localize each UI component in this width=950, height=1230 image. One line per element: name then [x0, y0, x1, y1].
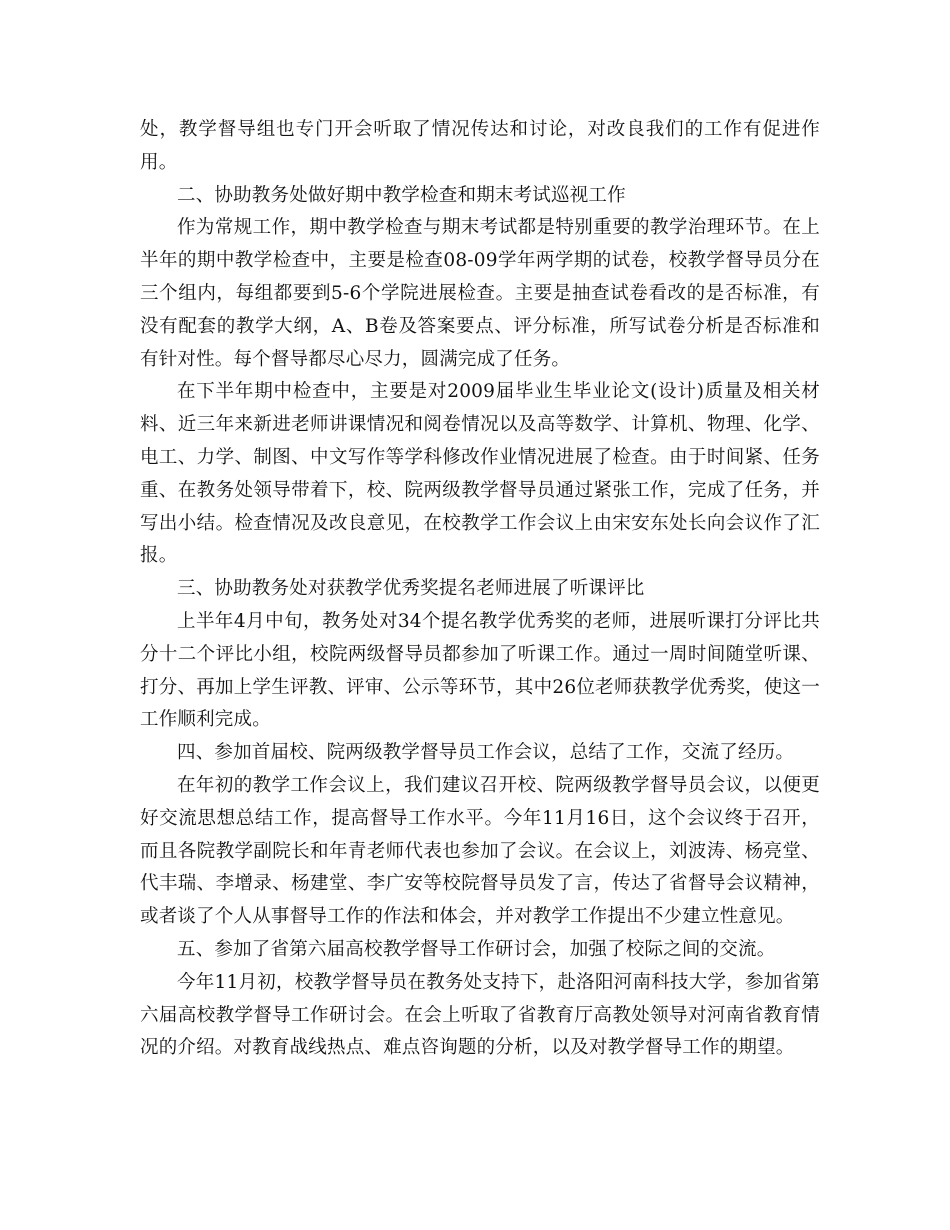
- section-heading-4: 四、参加首届校、院两级教学督导员工作会议，总结了工作，交流了经历。: [177, 742, 795, 764]
- paragraph-provincial-seminar: 今年11月初，校教学督导员在教务处支持下，赴洛阳河南科技大学，参加省第六届高校教学督导工作研讨会。在会上听取了省教育厅高教处领导对河南省教育情况的介绍。对教育战线热点、难点咨询题的分析，以及对教学督导工作的期望。: [140, 971, 820, 1059]
- paragraph-continued: 处，教学督导组也专门开会听取了情况传达和讨论，对改良我们的工作有促进作用。: [140, 119, 820, 173]
- paragraph-second-half-check: 在下半年期中检查中，主要是对2009届毕业生毕业论文(设计)质量及相关材料、近三年来新进老师讲课情况和阅卷情况以及高等数学、计算机、物理、化学、电工、力学、制图、中文写作等学科修改作业情况进展了检查。由于时间紧、任务重、在教务处领导带着下，校、院两级教学督导员通过紧张工作，完成了任务，并写出小结。检查情况及改良意见，在校教学工作会议上由宋安东处长向会议作了汇报。: [140, 381, 820, 567]
- section-heading-5: 五、参加了省第六届高校教学督导工作研讨会，加强了校际之间的交流。: [177, 938, 776, 960]
- section-heading-3: 三、协助教务处对获教学优秀奖提名老师进展了听课评比: [177, 578, 645, 600]
- paragraph-midterm-check: 作为常规工作，期中教学检查与期末考试都是特别重要的教学治理环节。在上半年的期中教学检查中，主要是检查08-09学年两学期的试卷，校教学督导员分在三个组内，每组都要到5-6个学院进展检查。主要是抽查试卷看改的是否标准，有没有配套的教学大纲，A、B卷及答案要点、评分标准，所写试卷分析是否标准和有针对性。每个督导都尽心尽力，圆满完成了任务。: [140, 217, 820, 370]
- paragraph-supervisor-meeting: 在年初的教学工作会议上，我们建议召开校、院两级教学督导员会议，以便更好交流思想总结工作，提高督导工作水平。今年11月16日，这个会议终于召开，而且各院教学副院长和年青老师代表也参加了会议。在会议上，刘波涛、杨亮堂、代丰瑞、李增录、杨建堂、李广安等校院督导员发了言，传达了省督导会议精神，或者谈了个人从事督导工作的作法和体会，并对教学工作提出不少建立性意见。: [140, 774, 820, 928]
- paragraph-teaching-award: 上半年4月中旬，教务处对34个提名教学优秀奖的老师，进展听课打分评比共分十二个评比小组，校院两级督导员都参加了听课工作。通过一周时间随堂听课、打分、再加上学生评教、评审、公示等环节，其中26位老师获教学优秀奖，使这一工作顺利完成。: [140, 610, 820, 731]
- document-body: [140, 114, 820, 1065]
- section-heading-2: 二、协助教务处做好期中教学检查和期末考试巡视工作: [177, 184, 626, 206]
